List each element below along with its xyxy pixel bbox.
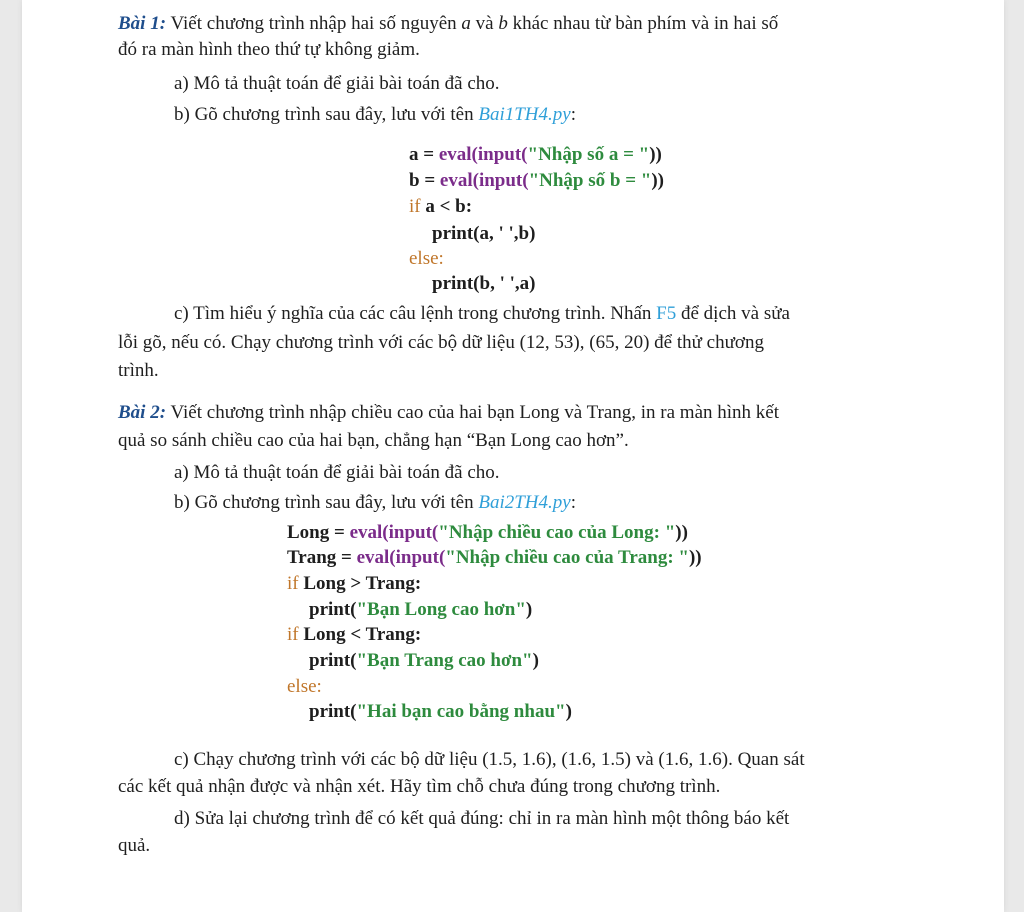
bai1-var-b: b: [498, 13, 508, 34]
bai2-code-line-1: [287, 521, 688, 545]
bai2-line2: quả so sánh chiều cao của hai bạn, chẳng hạn “Bạn Long cao hơn”.: [118, 430, 629, 451]
bai2-part-c: c) Chạy chương trình với các bộ dữ liệu (1.5, 1.6), (1.6, 1.5) và (1.6, 1.6). Quan sát: [174, 749, 805, 770]
code-func: print(: [309, 599, 357, 620]
code-string: "Hai bạn cao bằng nhau": [356, 701, 566, 722]
code-op: =: [329, 522, 350, 543]
bai2-part-a: a) Mô tả thuật toán để giải bài toán đã cho.: [174, 462, 500, 483]
code-paren: )): [675, 522, 688, 543]
bai2-title: Bài 2:: [118, 402, 167, 423]
bai1-part-b-text: b) Gõ chương trình sau đây, lưu với tên: [174, 104, 479, 125]
code-condition: a < b:: [420, 196, 473, 217]
bai1-title: Bài 1:: [118, 13, 167, 34]
bai1-code-line-4: print(a, ' ',b): [432, 223, 536, 244]
bai2-code-line-2: [287, 546, 702, 570]
bai1-part-c-text: c) Tìm hiểu ý nghĩa của các câu lệnh trong chương trình. Nhấn: [174, 303, 657, 324]
bai1-part-c-text2: để dịch và sửa: [676, 303, 790, 324]
code-var: a: [409, 144, 419, 165]
code-keyword: if: [287, 573, 299, 594]
code-paren: ): [525, 599, 533, 620]
code-func: eval(input(: [438, 144, 528, 165]
code-string: "Nhập số a = ": [527, 144, 650, 165]
bai1-code-line-3: [409, 195, 472, 219]
bai2-filename: Bai2TH4.py: [478, 492, 571, 513]
code-paren: ): [565, 701, 572, 722]
code-condition: Long > Trang:: [298, 573, 422, 594]
code-string: "Nhập chiều cao của Trang: ": [445, 547, 689, 568]
code-func: eval(input(: [349, 522, 439, 543]
bai1-code-line-5: [409, 247, 444, 271]
code-keyword: if: [409, 196, 421, 217]
code-var: Trang: [287, 547, 337, 568]
bai1-line2: đó ra màn hình theo thứ tự không giảm.: [118, 39, 420, 60]
bai2-code-line-6: [309, 649, 539, 673]
bai2-part-b-text: b) Gõ chương trình sau đây, lưu với tên: [174, 492, 479, 513]
code-var: b: [409, 170, 420, 191]
bai1-code-line-1: [409, 143, 662, 167]
code-paren: )): [688, 547, 702, 568]
bai2-code-line-7: [287, 675, 322, 699]
bai2-part-d: d) Sửa lại chương trình để có kết quả đúng: chỉ in ra màn hình một thông báo kết: [174, 808, 790, 829]
bai2-part-b-colon: :: [570, 492, 576, 513]
bai1-part-b-colon: :: [570, 104, 576, 125]
bai2-part-c-line2: các kết quả nhận được và nhận xét. Hãy tìm chỗ chưa đúng trong chương trình.: [118, 776, 721, 797]
bai1-code-line-2: [409, 169, 664, 193]
code-func: eval(input(: [439, 170, 529, 191]
bai2-code-line-4: [309, 598, 532, 622]
code-var: Long: [287, 522, 330, 543]
code-string: "Nhập chiều cao của Long: ": [438, 522, 676, 543]
code-func: print(: [309, 650, 357, 671]
bai1-heading-line: [118, 12, 778, 36]
code-func: print(: [309, 701, 357, 722]
bai1-text1: Viết chương trình nhập hai số nguyên: [166, 13, 462, 34]
code-func: eval(input(: [356, 547, 446, 568]
bai2-text1: Viết chương trình nhập chiều cao của hai bạn Long và Trang, in ra màn hình kết: [166, 402, 780, 423]
code-keyword: else:: [409, 248, 444, 269]
code-string: "Bạn Trang cao hơn": [356, 650, 533, 671]
bai2-part-b: [174, 491, 576, 515]
bai1-part-a: a) Mô tả thuật toán để giải bài toán đã cho.: [174, 73, 500, 94]
bai2-code-line-3: [287, 572, 421, 596]
code-paren: )): [649, 144, 662, 165]
bai2-heading-line: [118, 401, 779, 425]
document-page: [22, 0, 1004, 912]
code-op: =: [419, 170, 440, 191]
bai2-code-line-8: [309, 700, 572, 724]
code-keyword: if: [287, 624, 299, 645]
f5-key-label: F5: [656, 303, 677, 324]
bai1-part-c: [174, 302, 790, 326]
code-paren: ): [532, 650, 539, 671]
bai1-part-b: [174, 103, 576, 127]
bai1-code-line-6: print(b, ' ',a): [432, 273, 536, 294]
code-string: "Bạn Long cao hơn": [356, 599, 526, 620]
bai1-text2: và: [470, 13, 499, 34]
code-keyword: else:: [287, 676, 322, 697]
bai1-part-c-line2: lỗi gõ, nếu có. Chạy chương trình với các bộ dữ liệu (12, 53), (65, 20) để thử chương: [118, 332, 764, 353]
bai1-text3: khác nhau từ bàn phím và in hai số: [507, 13, 779, 34]
code-condition: Long < Trang:: [298, 624, 422, 645]
code-op: =: [418, 144, 439, 165]
bai2-part-d-line2: quả.: [118, 835, 151, 856]
bai2-code-line-5: [287, 623, 421, 647]
bai1-part-c-line3: trình.: [118, 360, 159, 381]
code-string: "Nhập số b = ": [528, 170, 652, 191]
bai1-filename: Bai1TH4.py: [478, 104, 571, 125]
code-paren: )): [651, 170, 664, 191]
code-op: =: [336, 547, 357, 568]
bai1-var-a: a: [461, 13, 471, 34]
